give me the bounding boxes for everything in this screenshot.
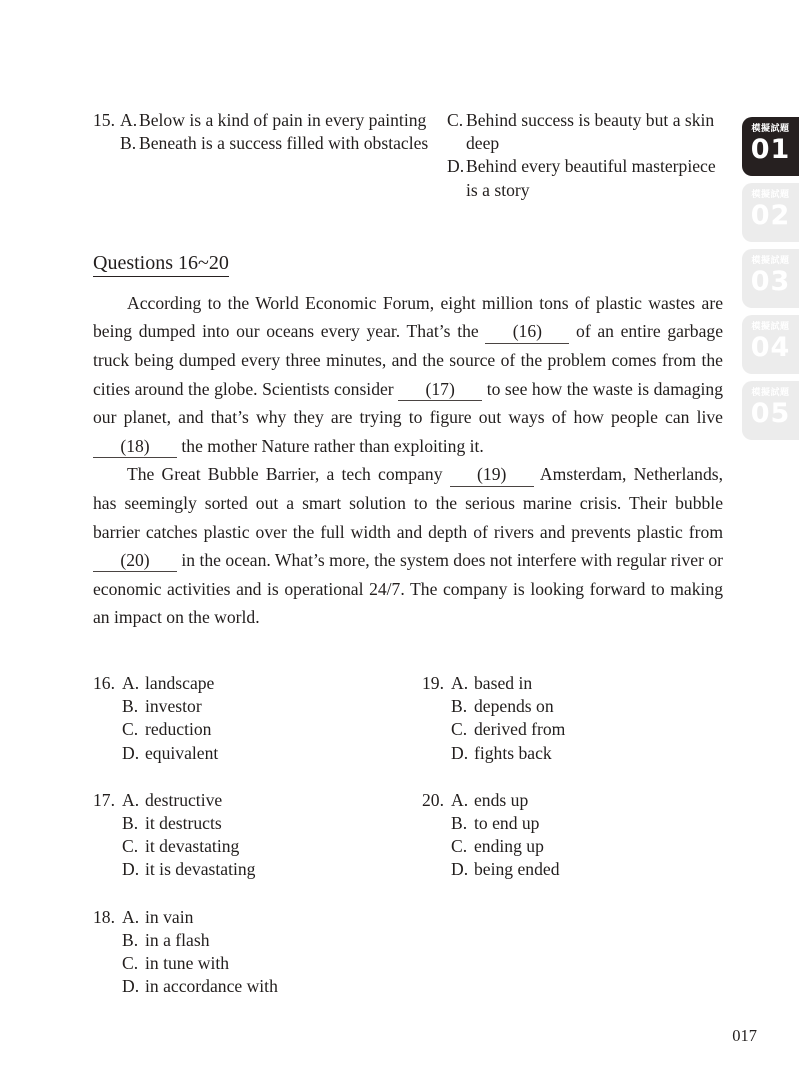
option-letter: D. [447, 156, 465, 177]
question-15-right-column [447, 109, 723, 202]
option-text: it devastating [145, 836, 240, 857]
passage-text: The Great Bubble Barrier, a tech company [127, 464, 450, 485]
question-15-options-cd [447, 109, 723, 202]
option-text: ending up [474, 836, 544, 857]
option-19-D [451, 742, 723, 765]
option-16-C [122, 718, 422, 741]
side-tab-02 [742, 183, 799, 242]
option-17-C [122, 835, 422, 858]
passage-text: Amsterdam, Netherlands, has seemingly sorted out a smart solution to the serious marine crisis. Their bubble barrier catches plastic over the full width and depth of rivers and prevents plastic from [93, 464, 723, 542]
option-18-A [122, 906, 422, 929]
option-letter: A. [451, 672, 469, 693]
empty-cell [422, 906, 723, 999]
passage-paragraph-1 [93, 289, 723, 461]
option-text: to end up [474, 812, 540, 833]
option-15-D [447, 155, 723, 201]
question-18-number: 18. [93, 906, 115, 927]
side-tab-label: 模擬試題 [751, 124, 790, 134]
side-tab-01 [742, 117, 799, 176]
option-letter: B. [122, 696, 139, 717]
option-18-D [122, 975, 422, 998]
option-letter: C. [122, 719, 139, 740]
fill-in-blank-16: (16) [485, 321, 569, 343]
option-text: it destructs [145, 812, 222, 833]
option-letter: B. [122, 929, 139, 950]
option-15-C [447, 109, 723, 155]
option-16-B [122, 695, 422, 718]
option-letter: A. [122, 789, 140, 810]
passage-text: in the ocean. What’s more, the system does not interfere with regular river or economic activities and is operational 24/7. The company is looking forward to making an impact on the world. [93, 550, 723, 628]
side-tab-bar [742, 117, 799, 440]
side-tab-label: 模擬試題 [751, 190, 790, 200]
side-tab-03 [742, 249, 799, 308]
option-letter: B. [120, 133, 137, 154]
side-tab-number: 01 [750, 134, 791, 165]
option-text: equivalent [145, 742, 219, 763]
section-heading-text: Questions 16~20 [93, 252, 229, 277]
option-16-D [122, 742, 422, 765]
question-18-options [122, 906, 422, 999]
option-19-B [451, 695, 723, 718]
option-text: in vain [145, 906, 194, 927]
question-20-number: 20. [422, 789, 444, 810]
option-letter: A. [122, 672, 140, 693]
side-tab-number: 03 [750, 266, 791, 297]
option-text: in accordance with [145, 976, 278, 997]
option-text: investor [145, 696, 202, 717]
question-16-number: 16. [93, 672, 115, 693]
option-18-B [122, 929, 422, 952]
option-18-C [122, 952, 422, 975]
question-15-left-column [93, 109, 447, 202]
passage-text: the mother Nature rather than exploiting it. [177, 435, 484, 456]
fill-in-blank-19: (19) [450, 464, 534, 486]
option-17-B [122, 812, 422, 835]
question-16-options [122, 672, 422, 765]
passage-text: to see how the waste is damaging our planet, and that’s why they are trying to figure out ways of how people can live [93, 378, 723, 428]
option-text: Beneath is a success filled with obstacles [139, 133, 429, 154]
option-letter: A. [122, 906, 140, 927]
fill-in-blank-20: (20) [93, 550, 177, 572]
option-letter: D. [122, 742, 140, 763]
question-19-number: 19. [422, 672, 444, 693]
option-19-A [451, 672, 723, 695]
option-20-B [451, 812, 723, 835]
option-20-A [451, 789, 723, 812]
option-letter: C. [447, 110, 464, 130]
option-text: Below is a kind of pain in every painting [139, 110, 427, 130]
option-letter: B. [451, 696, 468, 717]
question-16-block [93, 672, 422, 765]
side-tab-05 [742, 381, 799, 440]
questions-grid [93, 672, 723, 998]
option-15-B [120, 132, 428, 155]
side-tab-label: 模擬試題 [751, 256, 790, 266]
fill-in-blank-18: (18) [93, 436, 177, 458]
option-letter: A. [120, 110, 138, 130]
option-letter: D. [122, 976, 140, 997]
question-19-options [451, 672, 723, 765]
option-text: reduction [145, 719, 212, 740]
option-letter: C. [122, 952, 139, 973]
option-letter: C. [451, 719, 468, 740]
option-letter: D. [122, 859, 140, 880]
option-20-C [451, 835, 723, 858]
side-tab-number: 05 [750, 398, 791, 429]
question-20-block [422, 789, 723, 882]
option-text: ends up [474, 789, 529, 810]
question-20-options [451, 789, 723, 882]
option-text: Behind every beautiful masterpiece is a story [466, 156, 716, 200]
question-15-number: 15. [93, 110, 115, 130]
question-15 [93, 109, 723, 202]
option-text: depends on [474, 696, 554, 717]
page-number: 017 [732, 1026, 757, 1045]
passage-text: According to the World Economic Forum, eight million tons of plastic wastes are being dumped into our oceans every year. That’s the [93, 292, 723, 342]
option-letter: C. [451, 836, 468, 857]
option-20-D [451, 858, 723, 881]
side-tab-number: 02 [750, 200, 791, 231]
side-tab-label: 模擬試題 [751, 322, 790, 332]
side-tab-04 [742, 315, 799, 374]
side-tab-number: 04 [750, 332, 791, 363]
question-17-options [122, 789, 422, 882]
option-17-D [122, 858, 422, 881]
option-letter: B. [451, 812, 468, 833]
option-text: it is devastating [145, 859, 256, 880]
option-15-A [120, 109, 428, 132]
option-letter: D. [451, 742, 469, 763]
option-text: in tune with [145, 952, 230, 973]
option-text: landscape [145, 672, 215, 693]
option-text: being ended [474, 859, 560, 880]
question-15-options-ab [120, 109, 428, 202]
section-heading [93, 250, 723, 276]
option-text: Behind success is beauty but a skin deep [466, 110, 715, 154]
option-letter: C. [122, 836, 139, 857]
side-tab-label: 模擬試題 [751, 388, 790, 398]
question-17-block [93, 789, 422, 882]
fill-in-blank-17: (17) [398, 379, 482, 401]
option-17-A [122, 789, 422, 812]
option-text: destructive [145, 789, 223, 810]
option-16-A [122, 672, 422, 695]
reading-passage [93, 289, 723, 632]
option-text: derived from [474, 719, 566, 740]
option-text: in a flash [145, 929, 210, 950]
option-19-C [451, 718, 723, 741]
question-17-number: 17. [93, 789, 115, 810]
option-text: fights back [474, 742, 552, 763]
passage-text: of an entire garbage truck being dumped every three minutes, and the source of the problem comes from the cities around the globe. Scientists consider [93, 321, 723, 399]
passage-paragraph-2 [93, 460, 723, 632]
option-letter: D. [451, 859, 469, 880]
option-letter: A. [451, 789, 469, 810]
question-18-block [93, 906, 422, 999]
option-letter: B. [122, 812, 139, 833]
question-19-block [422, 672, 723, 765]
option-text: based in [474, 672, 533, 693]
